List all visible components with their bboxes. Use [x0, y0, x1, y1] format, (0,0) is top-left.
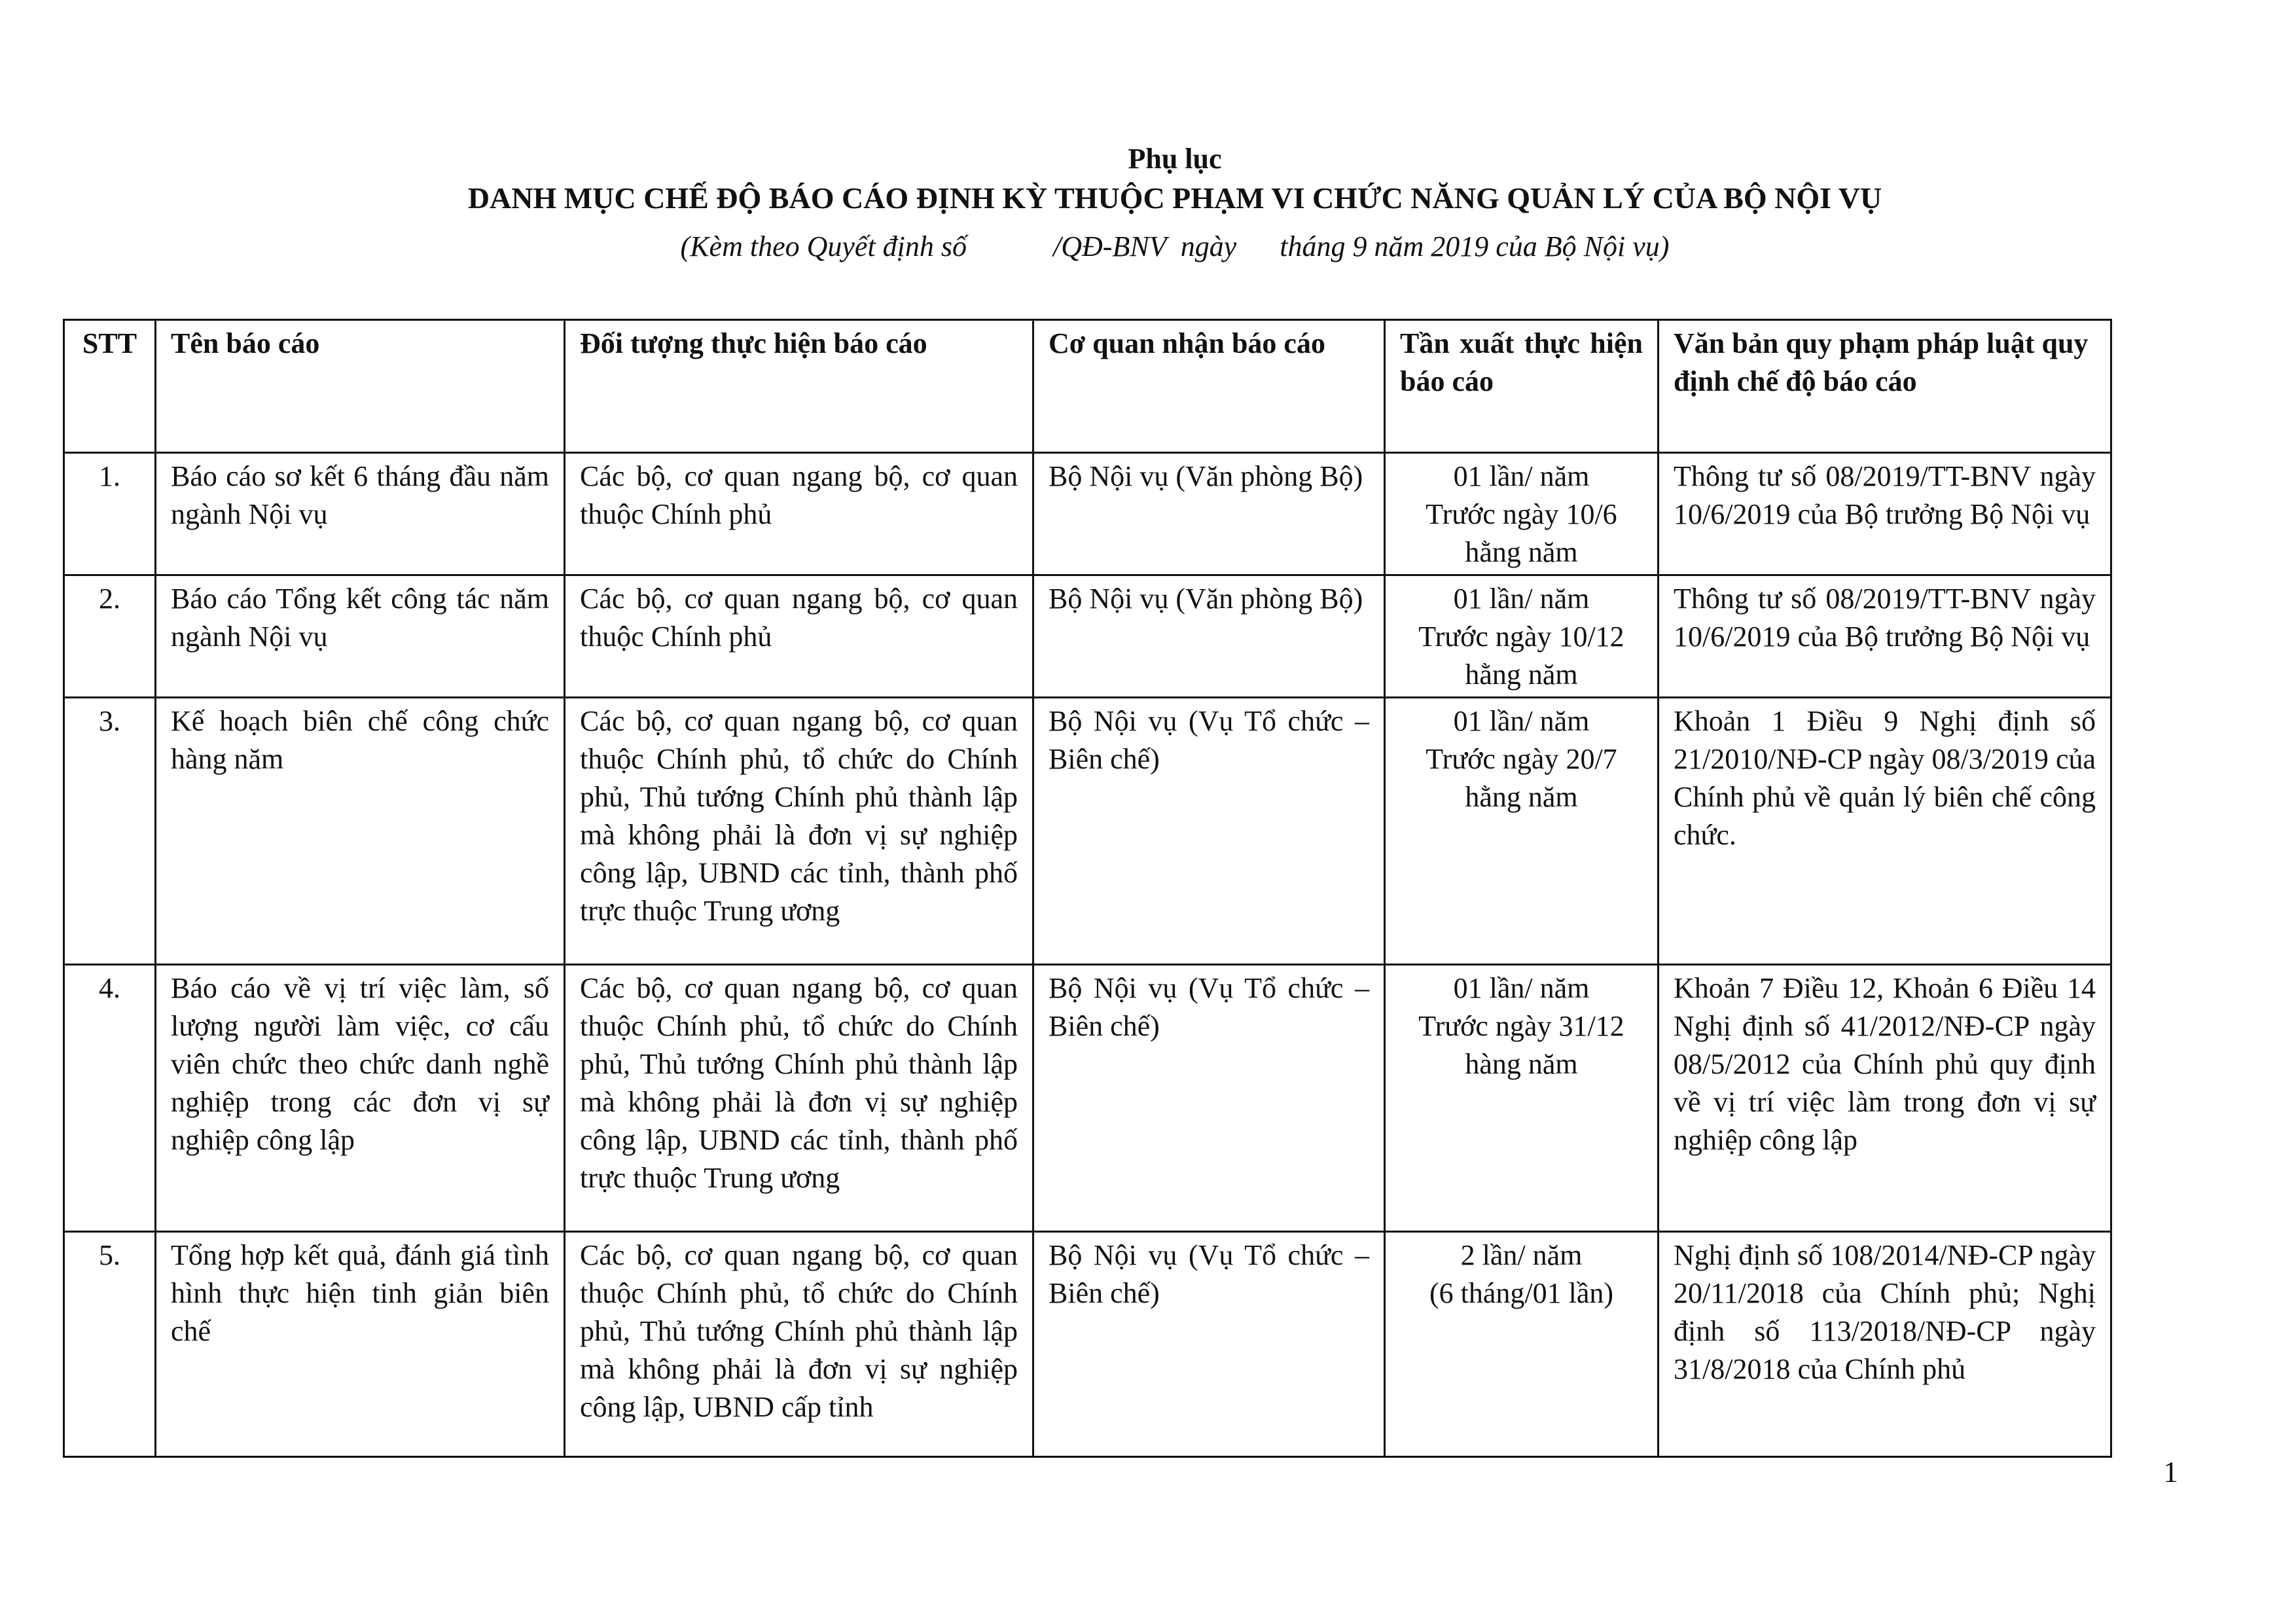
frequency-line: 2 lần/ năm [1460, 1239, 1583, 1271]
cell-stt: 2. [64, 575, 156, 698]
frequency-line: (6 tháng/01 lần) [1429, 1277, 1614, 1309]
cell-frequency [1385, 965, 1659, 1232]
frequency-line: hằng năm [1465, 659, 1578, 691]
column-header-receiver: Cơ quan nhận báo cáo [1033, 320, 1385, 453]
frequency-line: Trước ngày 10/6 [1426, 498, 1617, 530]
frequency-line: 01 lần/ năm [1453, 972, 1590, 1004]
cell-receiver: Bộ Nội vụ (Vụ Tổ chức – Biên chế) [1033, 965, 1385, 1232]
cell-stt: 3. [64, 698, 156, 965]
frequency-line: 01 lần/ năm [1453, 705, 1590, 737]
frequency-line: 01 lần/ năm [1453, 583, 1590, 615]
cell-frequency [1385, 575, 1659, 698]
cell-report-name: Tổng hợp kết quả, đánh giá tình hình thực hiện tinh giản biên chế [156, 1232, 565, 1457]
cell-report-name: Báo cáo về vị trí việc làm, số lượng người làm việc, cơ cấu viên chức theo chức danh nghề nghiệp trong các đơn vị sự nghiệp công lập [156, 965, 565, 1232]
cell-legal-basis: Khoản 7 Điều 12, Khoản 6 Điều 14 Nghị định số 41/2012/NĐ-CP ngày 08/5/2012 của Chính phủ quy định về vị trí việc làm trong đơn vị sự nghiệp công lập [1659, 965, 2111, 1232]
cell-subject: Các bộ, cơ quan ngang bộ, cơ quan thuộc Chính phủ [565, 453, 1033, 575]
table-row [64, 575, 2111, 698]
table-row [64, 965, 2111, 1232]
cell-legal-basis: Nghị định số 108/2014/NĐ-CP ngày 20/11/2018 của Chính phủ; Nghị định số 113/2018/NĐ-CP ngày 31/8/2018 của Chính phủ [1659, 1232, 2111, 1457]
cell-frequency [1385, 698, 1659, 965]
cell-receiver: Bộ Nội vụ (Văn phòng Bộ) [1033, 575, 1385, 698]
cell-legal-basis: Thông tư số 08/2019/TT-BNV ngày 10/6/2019 của Bộ trưởng Bộ Nội vụ [1659, 575, 2111, 698]
cell-legal-basis: Thông tư số 08/2019/TT-BNV ngày 10/6/2019 của Bộ trưởng Bộ Nội vụ [1659, 453, 2111, 575]
report-table [63, 319, 2112, 1458]
cell-subject: Các bộ, cơ quan ngang bộ, cơ quan thuộc Chính phủ, tổ chức do Chính phủ, Thủ tướng Chính phủ thành lập mà không phải là đơn vị sự nghiệp công lập, UBND các tỉnh, thành phố trực thuộc Trung ương [565, 965, 1033, 1232]
column-header-stt: STT [64, 320, 156, 453]
cell-stt: 5. [64, 1232, 156, 1457]
column-header-subject: Đối tượng thực hiện báo cáo [565, 320, 1033, 453]
cell-report-name: Kế hoạch biên chế công chức hàng năm [156, 698, 565, 965]
cell-frequency [1385, 453, 1659, 575]
column-header-legal: Văn bản quy phạm pháp luật quy định chế độ báo cáo [1659, 320, 2111, 453]
frequency-line: Trước ngày 10/12 [1418, 621, 1624, 653]
cell-frequency [1385, 1232, 1659, 1457]
cell-subject: Các bộ, cơ quan ngang bộ, cơ quan thuộc Chính phủ [565, 575, 1033, 698]
cell-receiver: Bộ Nội vụ (Vụ Tổ chức – Biên chế) [1033, 698, 1385, 965]
frequency-line: 01 lần/ năm [1453, 460, 1590, 492]
table-row [64, 698, 2111, 965]
table-row [64, 453, 2111, 575]
cell-subject: Các bộ, cơ quan ngang bộ, cơ quan thuộc Chính phủ, tổ chức do Chính phủ, Thủ tướng Chính phủ thành lập mà không phải là đơn vị sự nghiệp công lập, UBND các tỉnh, thành phố trực thuộc Trung ương [565, 698, 1033, 965]
appendix-label: Phụ lục [1128, 143, 1222, 175]
cell-report-name: Báo cáo Tổng kết công tác năm ngành Nội vụ [156, 575, 565, 698]
frequency-line: Trước ngày 20/7 [1426, 743, 1617, 775]
cell-report-name: Báo cáo sơ kết 6 tháng đầu năm ngành Nội vụ [156, 453, 565, 575]
cell-stt: 1. [64, 453, 156, 575]
table-row [64, 1232, 2111, 1457]
document-title: DANH MỤC CHẾ ĐỘ BÁO CÁO ĐỊNH KỲ THUỘC PHẠM VI CHỨC NĂNG QUẢN LÝ CỦA BỘ NỘI VỤ [467, 181, 1882, 215]
cell-receiver: Bộ Nội vụ (Vụ Tổ chức – Biên chế) [1033, 1232, 1385, 1457]
document-header [0, 141, 2296, 266]
frequency-line: hằng năm [1465, 536, 1578, 568]
frequency-line: hàng năm [1465, 1048, 1578, 1080]
frequency-line: hằng năm [1465, 781, 1578, 813]
cell-subject: Các bộ, cơ quan ngang bộ, cơ quan thuộc Chính phủ, tổ chức do Chính phủ, Thủ tướng Chính phủ thành lập mà không phải là đơn vị sự nghiệp công lập, UBND cấp tỉnh [565, 1232, 1033, 1457]
cell-legal-basis: Khoản 1 Điều 9 Nghị định số 21/2010/NĐ-CP ngày 08/3/2019 của Chính phủ về quản lý biên chế công chức. [1659, 698, 2111, 965]
table-header-row [64, 320, 2111, 453]
column-header-name: Tên báo cáo [156, 320, 565, 453]
document-subtitle: (Kèm theo Quyết định số /QĐ-BNV ngày tháng 9 năm 2019 của Bộ Nội vụ) [680, 230, 1670, 262]
frequency-line: Trước ngày 31/12 [1418, 1010, 1624, 1042]
cell-stt: 4. [64, 965, 156, 1232]
page-number: 1 [2163, 1455, 2178, 1489]
column-header-frequency: Tần xuất thực hiện báo cáo [1385, 320, 1659, 453]
cell-receiver: Bộ Nội vụ (Văn phòng Bộ) [1033, 453, 1385, 575]
